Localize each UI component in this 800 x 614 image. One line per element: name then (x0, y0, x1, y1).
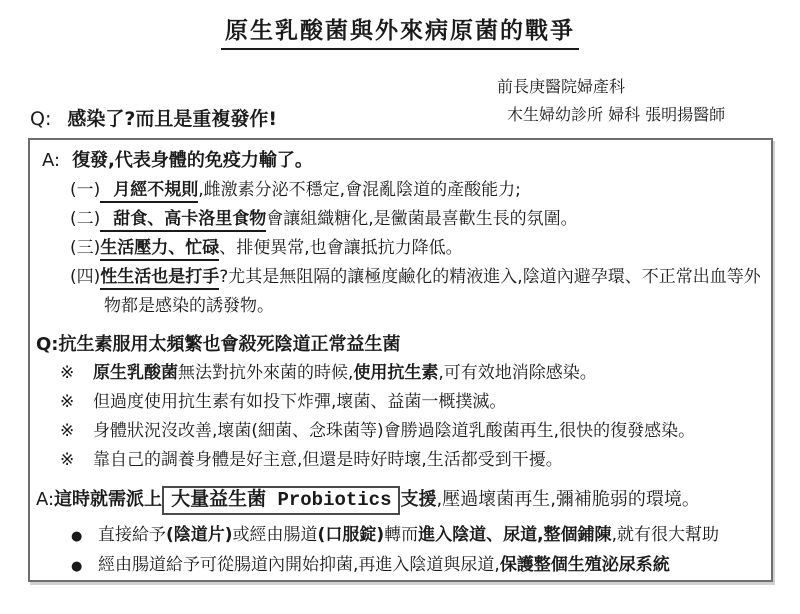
cause-3-number: (三) (70, 238, 101, 258)
cause-2-detail: 會讓組織糖化,是黴菌最喜歡生長的氛圍。 (266, 209, 578, 229)
note-item-3 (60, 417, 765, 446)
reference-mark-icon: ※ (60, 450, 75, 470)
note-2-text: 但過度使用抗生素有如投下炸彈,壞菌、益菌一概撲滅。 (93, 392, 507, 412)
cause-item-3 (70, 234, 765, 263)
answer-1 (36, 146, 765, 176)
answer-1-text: 復發,代表身體的免疫力輸了。 (72, 150, 313, 171)
question-2-text: 抗生素服用太頻繁也會殺死陰道正常益生菌 (58, 334, 401, 355)
byline-doctor: 木生婦幼診所 婦科 張明揚醫師 (507, 105, 726, 124)
cause-item-4 (70, 263, 765, 321)
note-item-2 (60, 388, 765, 417)
note-item-1 (60, 359, 765, 388)
cause-2-keyword: 甜食、高卡洛里食物 (100, 209, 266, 232)
reference-mark-icon: ※ (60, 363, 75, 383)
answer-2-rest: ,壓過壞菌再生,彌補脆弱的環境。 (436, 489, 700, 510)
note-4-text: 靠自己的調養身體是好主意,但還是時好時壞,生活都受到干擾。 (93, 450, 563, 470)
cause-3-detail: 、排便異常,也會讓抵抗力降低。 (219, 238, 463, 258)
note-3-text: 身體狀況沒改善,壞菌(細菌、念珠菌等)會勝過陰道乳酸菌再生,很快的復發感染。 (93, 421, 696, 441)
bullet-item-1 (71, 521, 765, 551)
cause-3-keyword: 生活壓力、忙碌 (100, 238, 219, 261)
note-item-4 (60, 446, 765, 475)
cause-4-keyword: 性生活也是打手 (100, 267, 219, 290)
answer-2-after-box: 支援 (400, 489, 437, 510)
cause-item-1 (70, 176, 765, 205)
answer-1-label: A: (42, 150, 61, 171)
bullet-icon: ● (71, 559, 83, 574)
bullet-item-2 (71, 551, 765, 581)
question-1-label: Q: (30, 108, 52, 130)
page-title: 原生乳酸菌與外來病原菌的戰爭 (221, 12, 579, 50)
bullet-2-text: 經由腸道給予可從腸道內開始抑菌,再進入陰道與尿道,保護整個生殖泌尿系統 (98, 555, 670, 575)
byline (497, 73, 725, 129)
byline-hospital: 前長庚醫院婦產科 (497, 77, 626, 96)
answer-2-label: A: (36, 489, 55, 510)
answer-2 (36, 483, 765, 517)
answer-2-lead: 這時就需派上 (54, 489, 163, 510)
question-1-text: 感染了?而且是重複發作! (67, 108, 278, 130)
probiotics-highlight-box: 大量益生菌 Probiotics (162, 486, 400, 515)
cause-2-number: (二) (70, 209, 101, 229)
bullet-1-text: 直接給予(陰道片)或經由腸道(口服錠)轉而進入陰道、尿道,整個鋪陳,就有很大幫助 (98, 525, 719, 545)
reference-mark-icon: ※ (60, 392, 75, 412)
note-1-text: 原生乳酸菌無法對抗外來菌的時候,使用抗生素,可有效地消除感染。 (93, 363, 597, 383)
cause-1-keyword: 月經不規則 (100, 180, 198, 203)
question-2 (36, 331, 765, 359)
cause-4-detail: ?尤其是無阻隔的讓極度鹼化的精液進入,陰道內避孕環、不正常出血等外物都是感染的誘發物。 (104, 267, 761, 316)
cause-item-2 (70, 205, 765, 234)
answer-panel (28, 138, 773, 582)
bullet-icon: ● (71, 529, 83, 544)
question-2-label: Q: (36, 334, 59, 355)
cause-4-number: (四) (70, 267, 101, 287)
cause-1-detail: ,雌激素分泌不穩定,會混亂陰道的產酸能力; (198, 180, 521, 200)
question-1 (30, 104, 277, 131)
document-header (0, 12, 800, 50)
cause-1-number: (一) (70, 180, 101, 200)
reference-mark-icon: ※ (60, 421, 75, 441)
